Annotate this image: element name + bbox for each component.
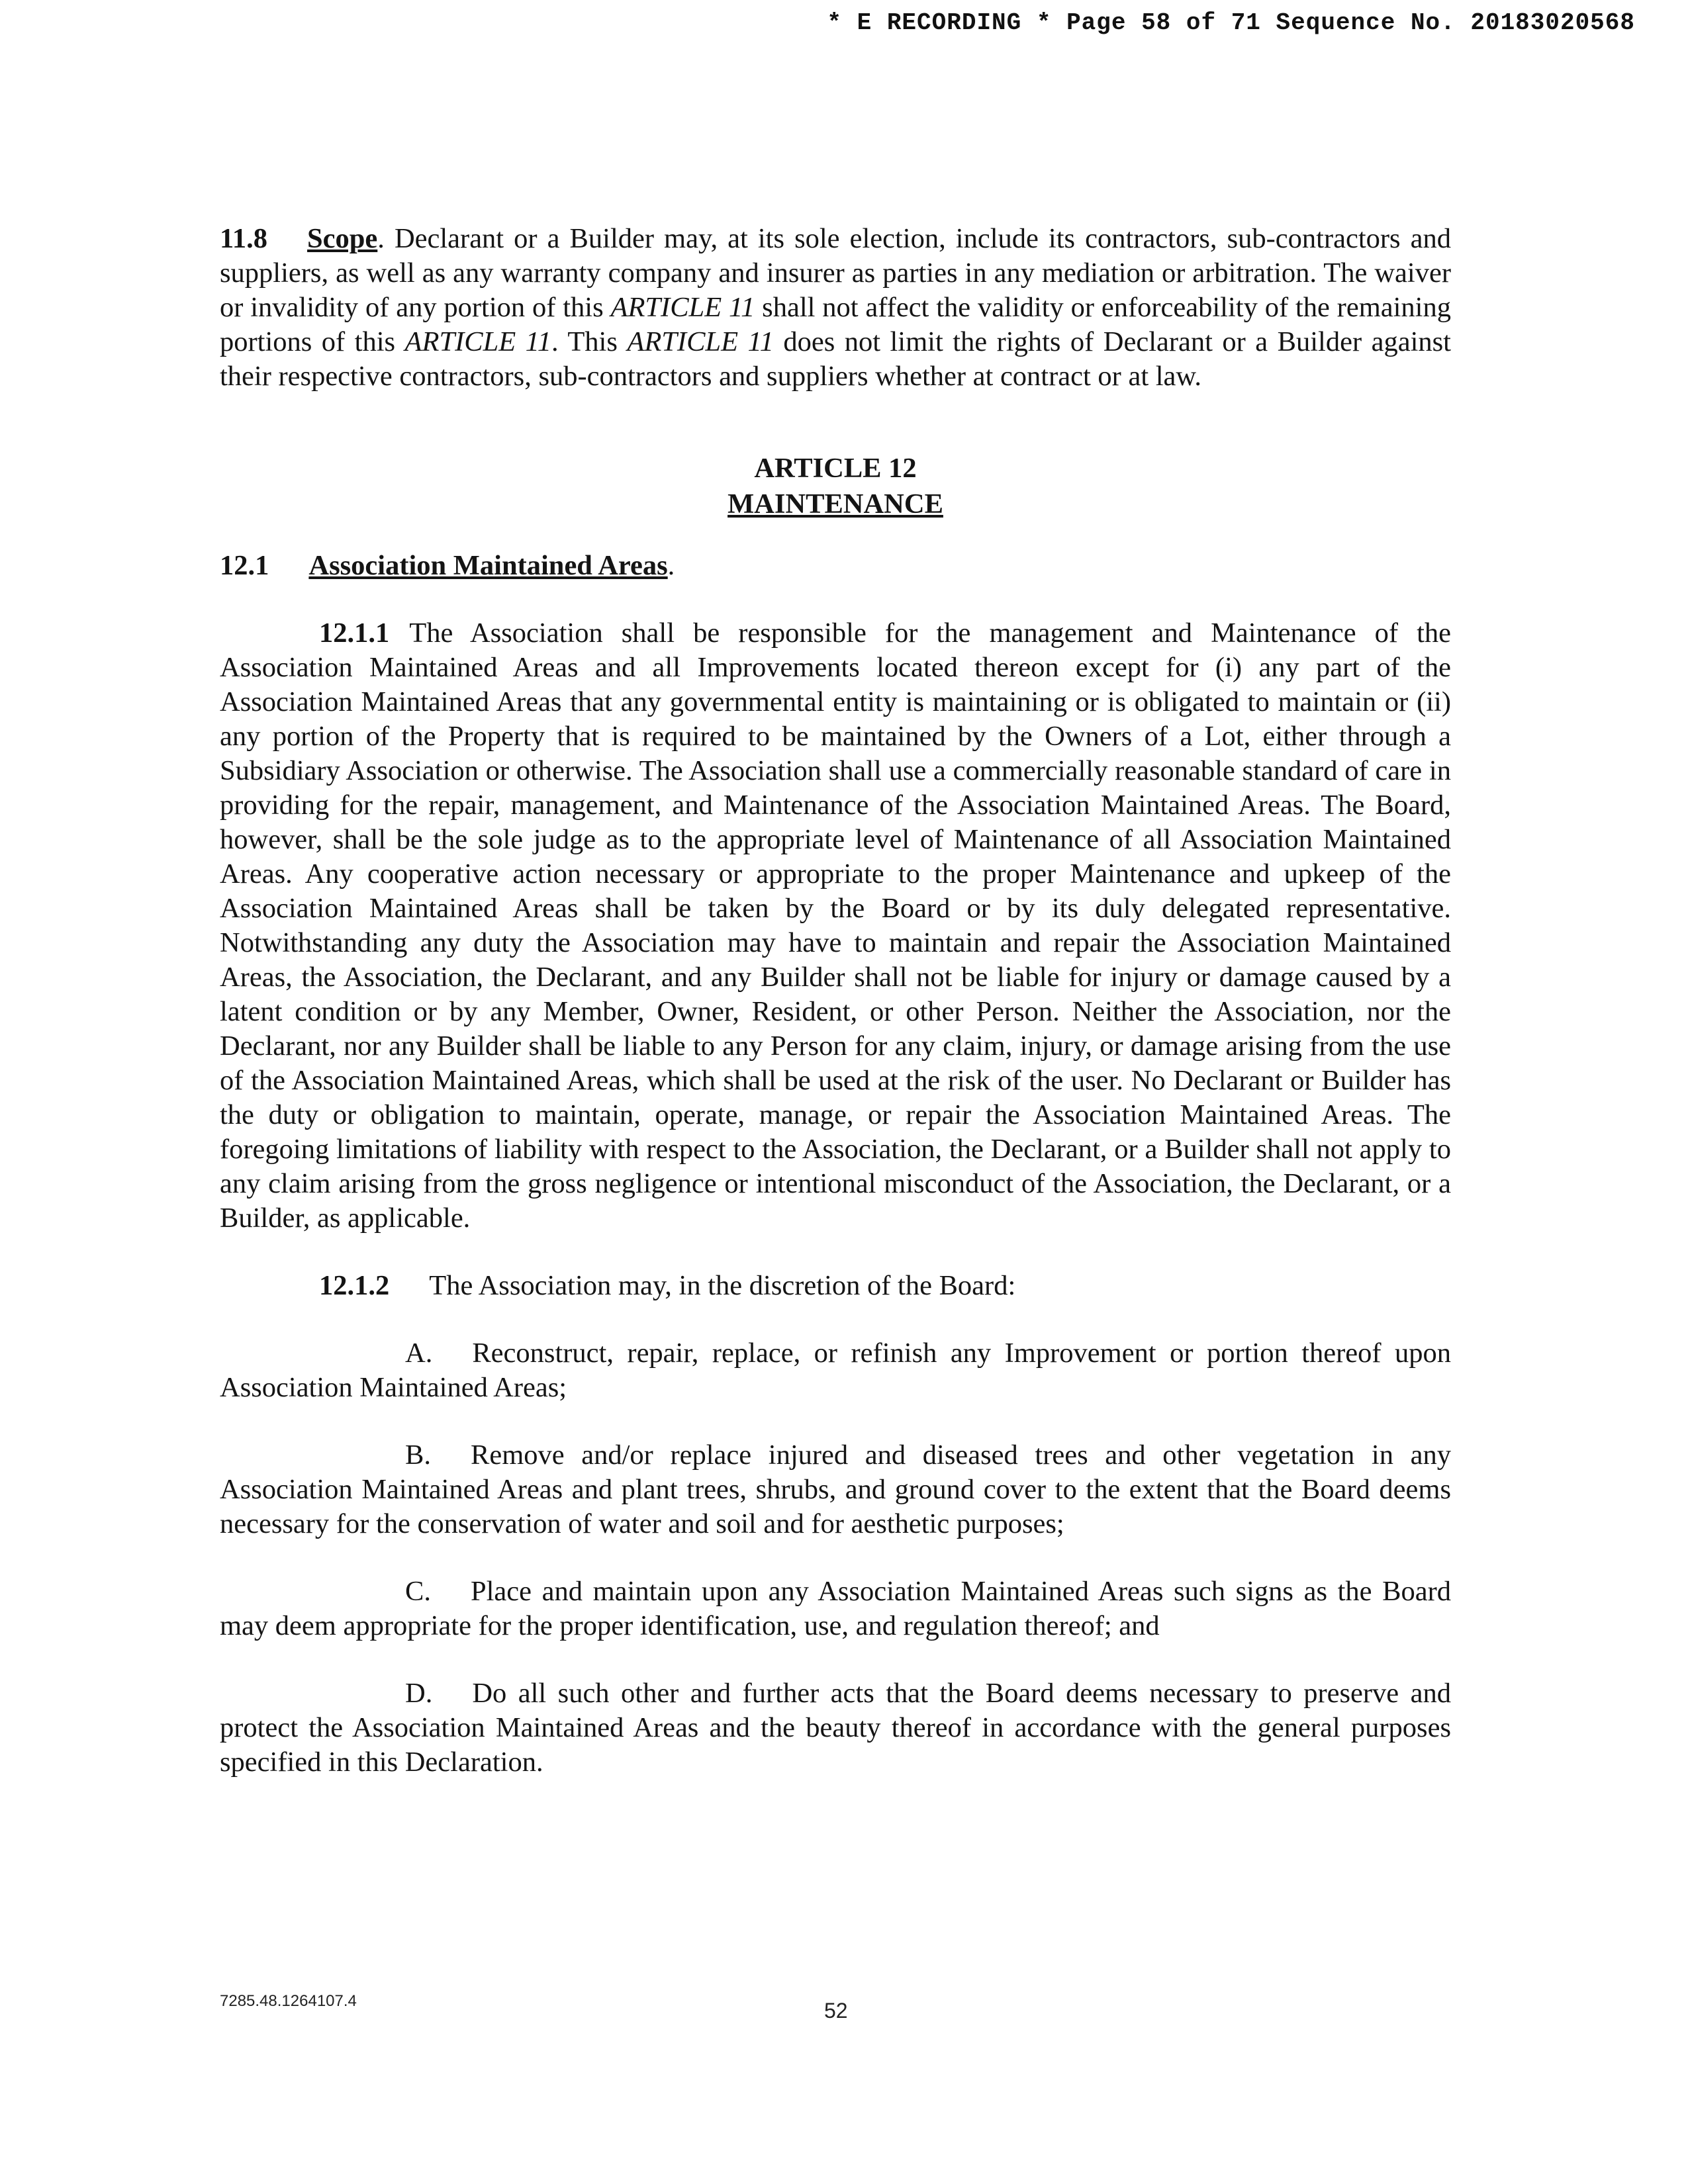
document-id: 7285.48.1264107.4 [220,1992,357,2010]
section-number: 11.8 [220,223,268,254]
section-text: . This [551,326,628,357]
section-title: Scope [307,223,378,254]
section-title: Association Maintained Areas [308,550,668,581]
list-item-text: Do all such other and further acts that the Board deems necessary to preserve and protect the Association Maintained Areas and the beauty thereof in accordance with the general purposes specified in this Declaration. [220,1678,1451,1778]
section-11-8 [220,222,1451,394]
section-12-1 [220,549,1451,583]
list-item-d [220,1676,1451,1780]
section-text: shall not affect the validity or enforceability of the remaining portions of this [220,292,1451,357]
subsection-text: The Association shall be responsible for the management and Maintenance of the Association Maintained Areas and all Improvements located thereon except for (i) any part of the Association Maintained Areas that any governmental entity is maintaining or is obligated to maintain or (ii) any portion of the Property that is required to be maintained by the Owners of a Lot, either through a Subsidiary Association or otherwise. The Association shall use a commercially reasonable standard of care in providing for the repair, management, and Maintenance of the Association Maintained Areas. The Board, however, shall be the sole judge as to the appropriate level of Maintenance of all Association Maintained Areas. Any cooperative action necessary or appropriate to the proper Maintenance and upkeep of the Association Maintained Areas shall be taken by the Board or by its duly delegated representative. Notwithstanding any duty the Association may have to maintain and repair the Association Maintained Areas, the Association, the Declarant, and any Builder shall not be liable for injury or damage caused by a latent condition or by any Member, Owner, Resident, or other Person. Neither the Association, nor the Declarant, nor any Builder shall be liable to any Person for any claim, injury, or damage arising from the use of the Association Maintained Areas, which shall be used at the risk of the user. No Declarant or Builder has the duty or obligation to maintain, operate, manage, or repair the Association Maintained Areas. The foregoing limitations of liability with respect to the Association, the Declarant, or a Builder shall not apply to any claim arising from the gross negligence or intentional misconduct of the Association, the Declarant, or a Builder, as applicable. [220,617,1451,1234]
list-item-text: Remove and/or replace injured and diseased trees and other vegetation in any Association Maintained Areas and plant trees, shrubs, and ground cover to the extent that the Board deems necessary for the conservation of water and soil and for aesthetic purposes; [220,1439,1451,1539]
article-reference: ARTICLE 11 [627,326,774,357]
section-text: . [667,550,675,581]
document-body [220,222,1451,1780]
section-text: . Declarant or a Builder may, at its sole election, include its contractors, sub-contractors and suppliers, as well as any warranty company and insurer as parties in any mediation or arbitration. The waiver or invalidity of any portion of this [220,223,1451,323]
list-item-letter: C. [405,1576,431,1607]
list-item-a [220,1336,1451,1405]
article-title [220,486,1451,522]
article-reference: ARTICLE 11 [610,292,755,323]
article-heading [220,451,1451,522]
section-12-1-1 [220,616,1451,1236]
subsection-number: 12.1.2 [319,1270,390,1301]
subsection-number: 12.1.1 [319,617,390,649]
article-reference: ARTICLE 11 [404,326,552,357]
list-item-letter: D. [405,1678,433,1709]
list-item-text: Reconstruct, repair, replace, or refinish any Improvement or portion thereof upon Association Maintained Areas; [220,1338,1451,1403]
subsection-text: The Association may, in the discretion of the Board: [429,1270,1016,1301]
page-number: 52 [824,1999,848,2023]
list-item-c [220,1574,1451,1643]
recording-header: * E RECORDING * Page 58 of 71 Sequence No. 20183020568 [827,9,1635,36]
section-number: 12.1 [220,550,269,581]
article-label: ARTICLE 12 [754,453,917,484]
list-item-b [220,1438,1451,1541]
list-item-letter: B. [405,1439,431,1471]
list-item-text: Place and maintain upon any Association Maintained Areas such signs as the Board may deem appropriate for the proper identification, use, and regulation thereof; and [220,1576,1451,1641]
section-text: does not limit the rights of Declarant or a Builder against their respective contractors, sub-contractors and suppliers whether at contract or at law. [220,326,1451,392]
section-12-1-2 [220,1269,1451,1303]
list-item-letter: A. [405,1338,433,1369]
article-title-text: MAINTENANCE [727,488,943,520]
